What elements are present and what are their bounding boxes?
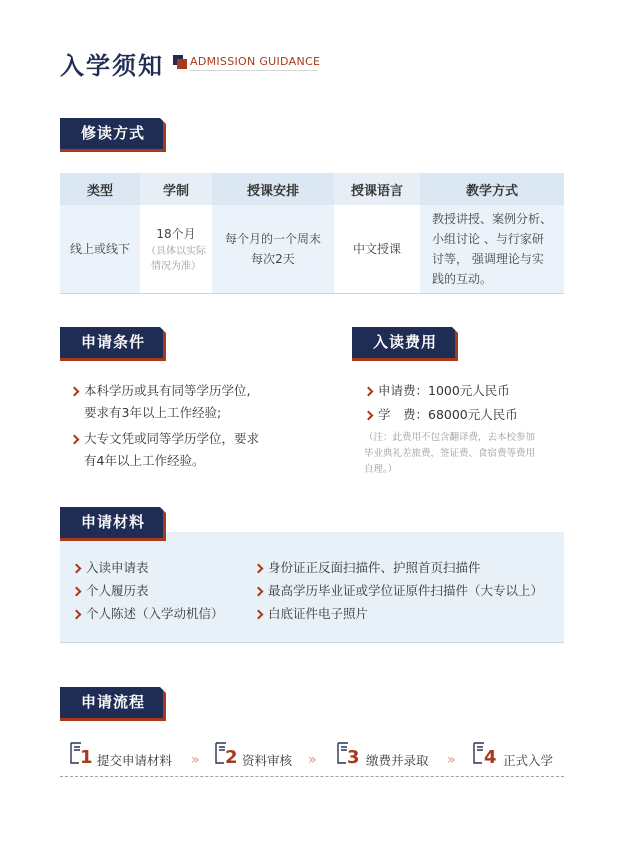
section-tab-fees xyxy=(352,327,458,361)
step-number: 3 xyxy=(347,747,360,768)
step-number: 4 xyxy=(484,747,497,768)
step-number: 1 xyxy=(80,747,93,768)
tuition-fee: 学 费：68000元人民币 xyxy=(364,404,574,426)
duration-value: 18个月 xyxy=(156,227,196,241)
cell-method xyxy=(420,205,564,294)
process-divider xyxy=(60,776,564,777)
section-tab-label: 申请材料 xyxy=(80,513,145,531)
fees-list xyxy=(364,380,574,426)
list-item: 个人陈述（入学动机信） xyxy=(72,603,252,625)
method-line: 教授讲授、案例分析、 xyxy=(432,212,553,226)
study-mode-table xyxy=(60,173,564,294)
section-tab-label: 入读费用 xyxy=(372,333,437,351)
duration-note: （具体以实际 xyxy=(146,246,206,257)
table-row xyxy=(60,205,564,294)
cell-schedule xyxy=(212,205,334,294)
step-label: 缴费并录取 xyxy=(366,753,429,768)
column-header: 授课语言 xyxy=(334,173,420,205)
step-label: 提交申请材料 xyxy=(97,753,173,768)
section-tab-process xyxy=(60,687,166,721)
section-tab-label: 申请条件 xyxy=(80,333,145,351)
double-chevron-icon: » xyxy=(447,752,454,768)
list-item: 个人履历表 xyxy=(72,580,252,602)
method-line: 践的互动。 xyxy=(432,272,493,286)
page-subtitle-en: ADMISSION GUIDANCE xyxy=(190,55,321,68)
cell-duration xyxy=(140,205,212,294)
step-number: 2 xyxy=(225,747,238,768)
list-item: 身份证正反面扫描件、护照首页扫描件 xyxy=(254,557,564,579)
column-header: 类型 xyxy=(60,173,140,205)
method-line: 小组讨论 、与行家研 xyxy=(432,232,544,246)
schedule-line: 每个月的一个周末 xyxy=(224,232,321,246)
section-tab-label: 修读方式 xyxy=(80,124,145,142)
list-item-cont: 有4年以上工作经验。 xyxy=(84,453,205,468)
materials-list-right xyxy=(254,557,564,625)
cell-type: 线上或线下 xyxy=(60,205,140,294)
note-line: 自理。） xyxy=(364,464,398,475)
step-label: 正式入学 xyxy=(503,753,554,768)
page-title: 入学须知 xyxy=(60,52,164,80)
list-item: 入读申请表 xyxy=(72,557,252,579)
list-item-cont: 要求有3年以上工作经验; xyxy=(84,405,222,420)
table-header-row xyxy=(60,173,564,205)
list-item: 白底证件电子照片 xyxy=(254,603,564,625)
list-item: 最高学历毕业证或学位证原件扫描件（大专以上） xyxy=(254,580,564,602)
column-header: 学制 xyxy=(140,173,212,205)
column-header: 教学方式 xyxy=(420,173,564,205)
fees-note xyxy=(364,430,569,478)
double-chevron-icon: » xyxy=(191,752,198,768)
method-line: 讨等， 强调理论与实 xyxy=(432,252,544,266)
schedule-line: 每次2天 xyxy=(251,252,295,266)
title-underline xyxy=(190,70,318,71)
materials-list-left xyxy=(72,557,252,625)
application-fee: 申请费：1000元人民币 xyxy=(364,380,574,402)
note-line: 毕业典礼差旅费，签证费、食宿费等费用 xyxy=(364,448,536,459)
cell-language: 中文授课 xyxy=(334,205,420,294)
section-tab-study-mode xyxy=(60,118,166,152)
duration-note: 情况为准） xyxy=(151,261,201,272)
list-item: 大专文凭或同等学历学位，要求 xyxy=(70,428,320,450)
double-chevron-icon: » xyxy=(308,752,315,768)
section-tab-materials xyxy=(60,507,166,541)
section-tab-requirements xyxy=(60,327,166,361)
requirements-list xyxy=(70,380,320,472)
title-mark-icon xyxy=(173,55,187,69)
column-header: 授课安排 xyxy=(212,173,334,205)
note-line: （注：此费用不包含翻译费，去本校参加 xyxy=(364,432,536,443)
list-item: 本科学历或具有同等学历学位, xyxy=(70,380,320,402)
section-tab-label: 申请流程 xyxy=(80,693,145,711)
step-label: 资料审核 xyxy=(242,753,293,768)
